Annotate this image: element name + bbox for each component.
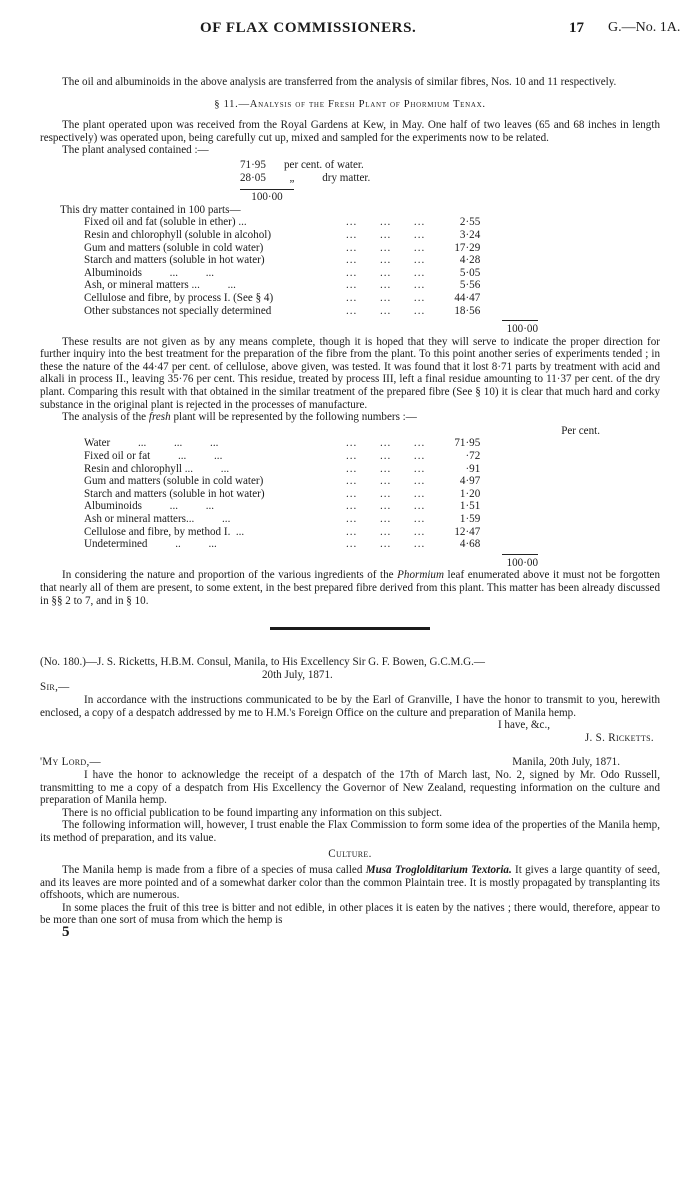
section-11-paragraph-3: These results are not given as by any means complete, though it is hoped that they will serve to indicate the proper direction for further inquiry into the best treatment for the preparation of the fibre from the plant. To this point another series of experiments tended ; in these the nature of the 44·47 per cent. of cellulose, above given, was tested. It was found that it lost 8·71 parts by treatment with acid and alkali in process II., leaving 35·76 per cent. This residue, treated by process III, left a final residue amounting to 11·37 per cent. of the dry plant. Comparing this result with that obtained in the similar treatment of the prepared fibre (See § 10) it is clear that much hard and corky substance in the original plant is rejected in the processes of manufacture. xyxy=(40,335,660,411)
row-label: Other substances not specially determined xyxy=(84,304,272,317)
row-value: ·91 xyxy=(465,462,481,475)
para4-text-before: The analysis of the xyxy=(62,411,147,424)
row-label: Gum and matters (soluble in cold water) xyxy=(84,241,264,254)
culture-text-before: The Manila hemp is made from a fibre of a species of musa called xyxy=(62,864,363,877)
fresh-plant-row xyxy=(84,513,480,526)
dry-matter-row xyxy=(84,279,480,292)
water-content-block xyxy=(240,159,470,204)
running-title: OF FLAX COMMISSIONERS. xyxy=(200,20,417,36)
row-value: 5·56 xyxy=(459,279,481,292)
row-leader-dots: ... ... ... xyxy=(346,462,426,475)
dry-matter-label: „ dry matter. xyxy=(284,171,371,184)
musa-species-name: Musa Troglolditarium Textoria. xyxy=(365,864,512,877)
fresh-plant-table xyxy=(84,437,480,550)
water-row xyxy=(240,159,470,172)
section-11-title: § 11.—Analysis of the Fresh Plant of Phormium Tenax. xyxy=(214,98,486,110)
row-value: 4·97 xyxy=(459,475,481,488)
row-value: 3·24 xyxy=(459,228,481,241)
row-value: 71·95 xyxy=(454,437,481,450)
culture-heading: Culture. xyxy=(328,848,372,861)
row-leader-dots: ... ... ... xyxy=(346,475,426,488)
fresh-plant-row xyxy=(84,475,480,488)
row-value: 5·05 xyxy=(459,266,481,279)
row-value: 4·68 xyxy=(459,538,481,551)
row-label: Starch and matters (soluble in hot water) xyxy=(84,254,265,267)
fresh-plant-row xyxy=(84,488,480,501)
dry-matter-row xyxy=(84,254,480,267)
culture-text-after: It gives a large quantity of seed, and its leaves are more pointed and of a somewhat darker color than the common Plaintain tree. It is mostly propagated by transplanting its offshoots, which are numerous. xyxy=(40,864,660,902)
dry-matter-row xyxy=(84,229,480,242)
row-leader-dots: ... ... ... xyxy=(346,304,426,317)
row-label: Cellulose and fibre, by process I. (See § 4) xyxy=(84,291,274,304)
row-leader-dots: ... ... ... xyxy=(346,279,426,292)
row-leader-dots: ... ... ... xyxy=(346,266,426,279)
folio-signature-mark: 5 xyxy=(62,924,70,941)
letter-heading-line-1: (No. 180.)—J. S. Ricketts, H.B.M. Consul, Manila, to His Excellency Sir G. F. Bowen, G.C.M.G.— xyxy=(40,656,486,669)
row-value: 44·47 xyxy=(454,291,481,304)
row-label: Undetermined .. ... xyxy=(84,538,217,551)
row-label: Gum and matters (soluble in cold water) xyxy=(84,475,264,488)
row-label: Cellulose and fibre, by method I. ... xyxy=(84,525,245,538)
row-leader-dots: ... ... ... xyxy=(346,538,426,551)
fresh-total-rule xyxy=(502,554,538,555)
row-value: ·72 xyxy=(465,450,481,463)
row-label: Resin and chlorophyll ... ... xyxy=(84,462,230,475)
row-label: Albuminoids ... ... xyxy=(84,266,215,279)
page-header xyxy=(0,20,700,42)
dry-matter-intro: This dry matter contained in 100 parts— xyxy=(60,203,241,216)
water-total: 100·00 xyxy=(251,191,283,204)
per-cent-heading: Per cent. xyxy=(561,424,600,437)
dry-matter-value: 28·05 xyxy=(240,171,266,184)
row-leader-dots: ... ... ... xyxy=(346,291,426,304)
fresh-plant-row xyxy=(84,500,480,513)
row-label: Fixed oil and fat (soluble in ether) ... xyxy=(84,216,247,229)
letter-heading-line-2: 20th July, 1871. xyxy=(262,668,333,681)
fresh-plant-row xyxy=(84,538,480,551)
page-body xyxy=(40,76,660,939)
row-value: 17·29 xyxy=(454,241,481,254)
enclosure-salutation: 'My Lord,— xyxy=(40,756,101,769)
enclosure-paragraph-5: In some places the fruit of this tree is bitter and not edible, in other places it is eaten by the natives ; there would, therefore, appear to be more than one sort of musa from which the hemp is xyxy=(40,901,660,927)
row-value: 1·20 xyxy=(459,487,481,500)
enclosure-paragraph-2: There is no official publication to be found imparting any information on this subject. xyxy=(62,806,442,819)
fresh-total: 100·00 xyxy=(506,556,538,569)
dry-matter-row xyxy=(84,242,480,255)
fresh-plant-row xyxy=(84,437,480,450)
row-leader-dots: ... ... ... xyxy=(346,216,426,229)
dry-total: 100·00 xyxy=(506,323,538,336)
para4-text-after: plant will be represented by the following numbers :— xyxy=(173,411,417,424)
para5-italic: Phormium xyxy=(397,569,444,582)
section-11-paragraph-4 xyxy=(40,411,660,424)
row-leader-dots: ... ... ... xyxy=(346,241,426,254)
section-11-paragraph-5 xyxy=(40,569,660,607)
section-11-paragraph-2: The plant analysed contained :— xyxy=(62,144,209,157)
row-value: 4·28 xyxy=(459,254,481,267)
para5-text-after: leaf enumerated above it must not be forgotten that nearly all of them are present, to some extent, in the best prepared fibre derived from this plant. This matter has been already discussed in §§ 2 to 7, and in § 10. xyxy=(40,569,661,607)
row-label: Fixed oil or fat ... ... xyxy=(84,450,223,463)
letter-signature: J. S. Ricketts. xyxy=(584,731,654,744)
dry-matter-row xyxy=(240,172,470,185)
row-leader-dots: ... ... ... xyxy=(346,525,426,538)
enclosure-header xyxy=(40,756,660,769)
row-value: 2·55 xyxy=(459,216,481,229)
fresh-plant-row xyxy=(84,463,480,476)
row-label: Resin and chlorophyll (soluble in alcohol) xyxy=(84,228,272,241)
water-total-rule xyxy=(240,189,294,190)
row-leader-dots: ... ... ... xyxy=(346,450,426,463)
row-leader-dots: ... ... ... xyxy=(346,500,426,513)
water-label: per cent. of water. xyxy=(284,158,364,171)
row-label: Water ... ... ... xyxy=(84,437,219,450)
row-label: Albuminoids ... ... xyxy=(84,500,215,513)
letter-body: In accordance with the instructions communicated to be by the Earl of Granville, I have the honor to transmit to you, herewith enclosed, a copy of a despatch addressed by me to H.M.'s Foreign Office on the culture and preparation of Manila hemp. xyxy=(40,693,660,719)
row-label: Ash, or mineral matters ... ... xyxy=(84,279,236,292)
row-label: Ash or mineral matters... ... xyxy=(84,513,231,525)
section-11-paragraph-1: The plant operated upon was received from the Royal Gardens at Kew, in May. One half of two leaves (65 and 68 inches in length respectively) was operated upon, being carefully cut up, mixed and sampled for the experiments now to be related. xyxy=(40,119,660,144)
dry-matter-row xyxy=(84,292,480,305)
row-label: Starch and matters (soluble in hot water) xyxy=(84,487,265,500)
row-leader-dots: ... ... ... xyxy=(346,437,426,450)
fresh-plant-row xyxy=(84,450,480,463)
row-value: 12·47 xyxy=(454,525,481,538)
row-leader-dots: ... ... ... xyxy=(346,513,426,525)
row-value: 1·51 xyxy=(459,500,481,513)
intro-paragraph: The oil and albuminoids in the above analysis are transferred from the analysis of similar fibres, Nos. 10 and 11 respectively. xyxy=(62,76,617,88)
row-leader-dots: ... ... ... xyxy=(346,228,426,241)
row-value: 1·59 xyxy=(459,513,481,525)
para4-italic: fresh xyxy=(148,411,171,424)
para5-text-before: In considering the nature and proportion of the various ingredients of the xyxy=(62,569,394,582)
dry-total-rule xyxy=(502,320,538,321)
row-leader-dots: ... ... ... xyxy=(346,254,426,267)
letter-salutation: Sir,— xyxy=(40,681,70,694)
dry-matter-table xyxy=(84,216,480,317)
water-value: 71·95 xyxy=(240,158,266,171)
row-leader-dots: ... ... ... xyxy=(346,487,426,500)
enclosure-paragraph-3: The following information will, however, I trust enable the Flax Commission to form some idea of the properties of the Manila hemp, its method of preparation, and its value. xyxy=(40,819,660,844)
enclosure-paragraph-4 xyxy=(40,864,660,902)
dry-matter-row xyxy=(84,216,480,229)
fresh-plant-row xyxy=(84,526,480,539)
page-number: 17 xyxy=(569,20,584,36)
section-divider xyxy=(270,627,430,630)
row-value: 18·56 xyxy=(454,304,481,317)
letter-signoff: I have, &c., xyxy=(497,719,550,732)
document-reference: G.—No. 1A. xyxy=(608,20,681,35)
dry-matter-row xyxy=(84,267,480,280)
enclosure-paragraph-1: I have the honor to acknowledge the receipt of a despatch of the 17th of March last, No. 2, signed by Mr. Odo Russell, transmitting to me a copy of a despatch from His Excellency the Governor of New Zealand, requesting information on the culture and preparation of Manila hemp. xyxy=(40,768,660,807)
enclosure-place-date: Manila, 20th July, 1871. xyxy=(512,756,620,769)
dry-matter-row xyxy=(84,305,480,318)
